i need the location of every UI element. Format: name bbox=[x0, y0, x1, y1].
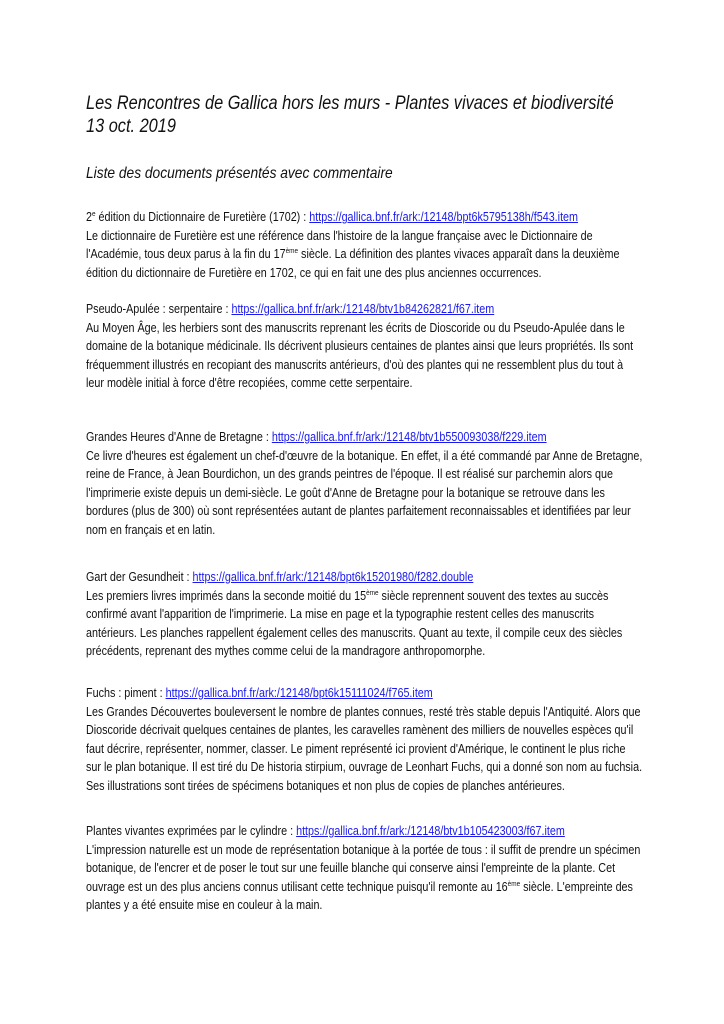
comment-line: sur le plan botanique. Il est tiré du De historia stirpium, ouvrage de Leonhart Fuchs, qui a donné son nom au fuchsia. bbox=[86, 760, 643, 774]
document-entry-gart-der-gesundheit bbox=[86, 568, 633, 661]
document-subtitle: Liste des documents présentés avec commentaire bbox=[86, 165, 393, 182]
entry-label: Fuchs : piment : bbox=[86, 686, 166, 700]
comment-line: Le dictionnaire de Furetière est une référence dans l'histoire de la langue française avec le Dictionnaire de bbox=[86, 228, 593, 243]
comment-line: plantes y a été ensuite mise en couleur à la main. bbox=[86, 898, 323, 912]
entry-link[interactable]: https://gallica.bnf.fr/ark:/12148/bpt6k5795138h/f543.item bbox=[309, 210, 579, 224]
document-entry-pseudo-apulee bbox=[86, 300, 633, 393]
entry-link[interactable]: https://gallica.bnf.fr/ark:/12148/bpt6k15201980/f282.double bbox=[192, 570, 474, 584]
document-title bbox=[86, 92, 614, 138]
document-entry-grandes-heures bbox=[86, 428, 643, 539]
comment-line: L'impression naturelle est un mode de représentation botanique à la portée de tous : il suffit de prendre un spécimen bbox=[86, 842, 641, 857]
comment-line: Ce livre d'heures est également un chef-d'œuvre de la botanique. En effet, il a été commandé par Anne de Bretagne, bbox=[86, 448, 643, 463]
title-line-1: Les Rencontres de Gallica hors les murs - Plantes vivaces et biodiversité bbox=[86, 93, 614, 114]
comment-line: Les premiers livres imprimés dans la seconde moitié du 15ème siècle reprennent souvent des textes au succès bbox=[86, 587, 609, 603]
entry-link[interactable]: https://gallica.bnf.fr/ark:/12148/btv1b550093038/f229.item bbox=[271, 430, 547, 444]
entry-comment bbox=[86, 587, 633, 661]
entry-heading bbox=[86, 822, 633, 841]
comment-line: Dioscoride décrivait quelques centaines de plantes, les caravelles ramènent des milliers de nouvelles espèces qu'il bbox=[86, 723, 634, 737]
comment-line: l'Académie, tous deux parus à la fin du 17ème siècle. La définition des plantes vivaces apparaît dans la deuxième bbox=[86, 246, 620, 261]
entry-label: Gart der Gesundheit : bbox=[86, 570, 193, 584]
entry-heading bbox=[86, 208, 633, 227]
comment-line: fréquemment illustrés en recopiant des manuscrits antérieurs, d'où des plantes qui ne ressemblent plus du tout à bbox=[86, 357, 624, 372]
comment-line: édition du dictionnaire de Furetière en 1702, ce qui en fait une des plus anciennes occurrences. bbox=[86, 265, 542, 280]
entry-comment bbox=[86, 319, 633, 393]
entry-label: 2e édition du Dictionnaire de Furetière (1702) : bbox=[86, 209, 310, 224]
entry-heading bbox=[86, 428, 633, 447]
title-line-2: 13 oct. 2019 bbox=[86, 116, 176, 137]
entry-label: Grandes Heures d'Anne de Bretagne : bbox=[86, 430, 272, 444]
entry-heading bbox=[86, 568, 633, 587]
comment-line: ouvrage est un des plus anciens connus utilisant cette technique puisqu'il remonte au 16ème siècle. L'empreinte des bbox=[86, 878, 633, 894]
entry-comment bbox=[86, 227, 633, 283]
entry-link[interactable]: https://gallica.bnf.fr/ark:/12148/btv1b84262821/f67.item bbox=[231, 302, 495, 316]
comment-line: Ses illustrations sont tirées de spécimens botaniques et non plus de copies de planches antérieures. bbox=[86, 778, 565, 793]
entry-comment bbox=[86, 841, 641, 915]
entry-label: Plantes vivantes exprimées par le cylindre : bbox=[86, 824, 297, 838]
comment-line: nom en français et en latin. bbox=[86, 522, 216, 537]
comment-line: domaine de la botanique médicinale. Ils décrivent plusieurs centaines de plantes ainsi que leurs propriétés. Ils sont bbox=[86, 339, 634, 353]
document-entry-plantes-vivantes bbox=[86, 822, 641, 915]
comment-line: l'imprimerie existe depuis un demi-siècle. Le goût d'Anne de Bretagne pour la botanique se retrouve dans les bbox=[86, 485, 605, 500]
comment-line: botanique, de l'encrer et de poser le tout sur une feuille blanche qui conserve ainsi l'empreinte de la plante. Cet bbox=[86, 861, 616, 875]
comment-line: faut décrire, représenter, nommer, classer. Le piment représenté ici provient d'Amérique, le continent le plus riche bbox=[86, 741, 626, 756]
entry-heading bbox=[86, 300, 633, 319]
comment-line: confirmé avant l'apparition de l'imprimerie. La mise en page et la typographie restent celles des manuscrits bbox=[86, 607, 595, 621]
entry-comment bbox=[86, 447, 643, 540]
document-entry-fuchs bbox=[86, 684, 643, 795]
comment-line: leur modèle initial à force d'être recopiées, comme cette serpentaire. bbox=[86, 376, 413, 390]
comment-line: reine de France, à Jean Bourdichon, un des grands peintres de l'époque. Il est réalisé sur parchemin alors que bbox=[86, 467, 614, 481]
comment-line: bordures (plus de 300) où sont représentées autant de plantes parfaitement reconnaissables et identifiées par leur bbox=[86, 504, 631, 518]
comment-line: Les Grandes Découvertes bouleversent le nombre de plantes connues, resté très stable depuis l'Antiquité. Alors que bbox=[86, 704, 641, 719]
entry-label: Pseudo-Apulée : serpentaire : bbox=[86, 302, 232, 316]
comment-line: Au Moyen Âge, les herbiers sont des manuscrits reprenant les écrits de Dioscoride ou du Pseudo-Apulée dans le bbox=[86, 320, 625, 335]
document-entry-furetiere bbox=[86, 208, 633, 282]
comment-line: précédents, reprenant des mythes comme celui de la mandragore anthropomorphe. bbox=[86, 644, 486, 658]
entry-link[interactable]: https://gallica.bnf.fr/ark:/12148/btv1b105423003/f67.item bbox=[296, 824, 565, 838]
entry-link[interactable]: https://gallica.bnf.fr/ark:/12148/bpt6k15111024/f765.item bbox=[165, 686, 433, 700]
entry-comment bbox=[86, 703, 643, 796]
entry-heading bbox=[86, 684, 633, 703]
comment-line: antérieurs. Les planches rappellent également celles des manuscrits. Quant au texte, il compile ceux des siècles bbox=[86, 625, 623, 640]
